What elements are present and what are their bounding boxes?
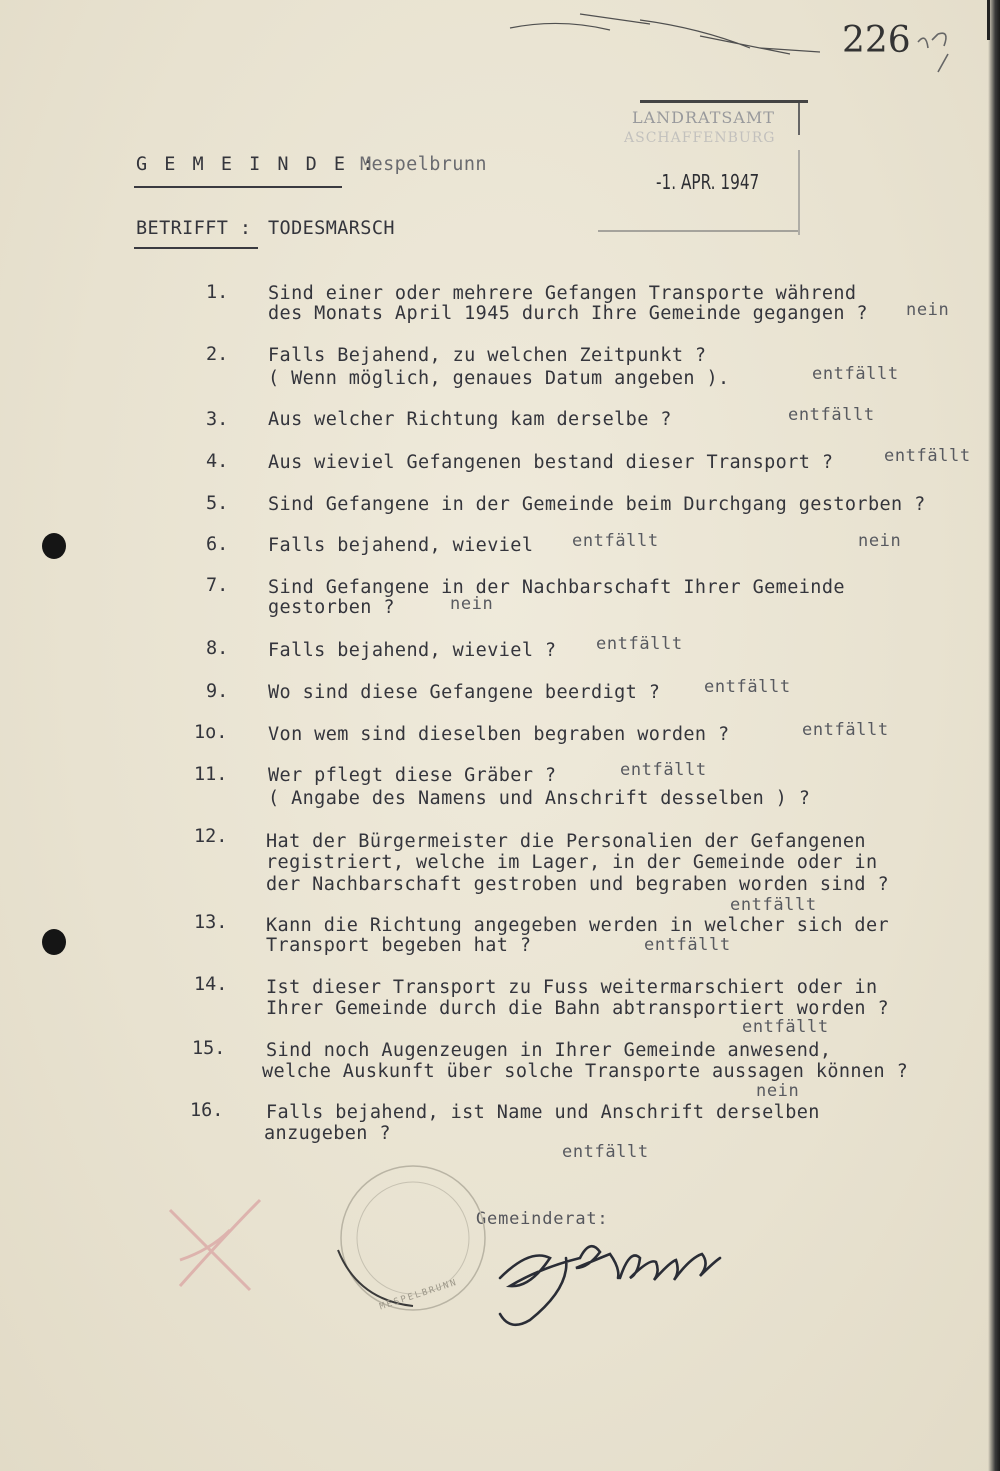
red-cross-mark — [160, 1190, 270, 1300]
question-text: des Monats April 1945 durch Ihre Gemeinde gegangen ? — [268, 303, 868, 324]
question-number: 1o. — [194, 722, 228, 743]
punch-hole — [42, 929, 66, 955]
question-text: Aus welcher Richtung kam derselbe ? — [268, 409, 672, 430]
question-text: Sind Gefangene in der Gemeinde beim Durchgang gestorben ? — [268, 494, 926, 515]
stamp-border — [640, 100, 808, 103]
question-number: 5. — [206, 493, 229, 514]
question-answer: nein — [756, 1081, 800, 1101]
question-answer: nein — [450, 594, 494, 614]
question-text: ( Wenn möglich, genaues Datum angeben ). — [268, 368, 730, 389]
question-answer: entfällt — [802, 720, 889, 740]
question-number: 2. — [206, 344, 229, 365]
question-number: 13. — [194, 912, 228, 933]
question-text: Sind noch Augenzeugen in Ihrer Gemeinde anwesend, — [266, 1040, 832, 1061]
question-text: Von wem sind dieselben begraben worden ? — [268, 724, 730, 745]
question-text: Falls Bejahend, zu welchen Zeitpunkt ? — [268, 345, 707, 366]
question-answer: entfällt — [884, 446, 971, 466]
question-answer: entfällt — [572, 531, 659, 551]
page-edge-mark — [987, 0, 990, 40]
page-number: 226 — [842, 20, 911, 61]
question-text: Sind Gefangene in der Nachbarschaft Ihrer Gemeinde — [268, 577, 845, 598]
question-number: 1. — [206, 282, 229, 303]
handwritten-signature — [470, 1228, 730, 1338]
question-text: anzugeben ? — [264, 1123, 391, 1144]
stamp-underline — [598, 230, 798, 232]
stamp-border-side — [798, 103, 800, 135]
question-answer: entfällt — [788, 405, 875, 425]
gemeinde-label: G E M E I N D E : — [136, 154, 377, 175]
question-number: 4. — [206, 451, 229, 472]
question-text: Wo sind diese Gefangene beerdigt ? — [268, 682, 661, 703]
punch-hole — [42, 533, 66, 559]
stamp-border-side-lower — [798, 150, 800, 235]
betrifft-label: BETRIFFT : — [136, 218, 252, 239]
question-text: Falls bejahend, wieviel ? — [268, 640, 557, 661]
question-number: 14. — [194, 974, 228, 995]
betrifft-value: TODESMARSCH — [268, 218, 395, 239]
question-text: Kann die Richtung angegeben werden in welcher sich der — [266, 915, 890, 936]
question-text: Falls bejahend, wieviel — [268, 535, 534, 556]
page-edge-shadow — [988, 0, 1000, 1471]
question-answer: entfällt — [730, 895, 817, 915]
signature-label: Gemeinderat: — [476, 1209, 609, 1229]
stamp-office-sub: ASCHAFFENBURG — [624, 130, 776, 146]
question-text: Falls bejahend, ist Name und Anschrift derselben — [266, 1102, 820, 1123]
question-number: 12. — [194, 826, 228, 847]
question-answer: entfällt — [812, 364, 899, 384]
question-text: Ihrer Gemeinde durch die Bahn abtransportiert worden ? — [266, 998, 890, 1019]
question-text: Wer pflegt diese Gräber ? — [268, 765, 557, 786]
question-text: ( Angabe des Namens und Anschrift desselben ) ? — [268, 788, 811, 809]
question-answer: nein — [906, 300, 950, 320]
question-text: Aus wieviel Gefangenen bestand dieser Transport ? — [268, 452, 834, 473]
question-answer: entfällt — [742, 1017, 829, 1037]
question-text: Transport begeben hat ? — [266, 935, 532, 956]
betrifft-underline — [134, 247, 258, 249]
question-text: der Nachbarschaft gestroben und begraben worden sind ? — [266, 874, 890, 895]
question-number: 11. — [194, 764, 228, 785]
question-number: 6. — [206, 534, 229, 555]
question-number: 8. — [206, 638, 229, 659]
question-text: registriert, welche im Lager, in der Gemeinde oder in — [266, 852, 878, 873]
question-text: Hat der Bürgermeister die Personalien der Gefangenen — [266, 831, 866, 852]
pencil-scribble — [500, 8, 820, 68]
seal-text: MESPELBRUNN — [378, 1277, 460, 1313]
question-answer: entfällt — [596, 634, 683, 654]
question-number: 15. — [192, 1038, 226, 1059]
question-number: 9. — [206, 681, 229, 702]
stamp-date: -1. APR. 1947 — [656, 170, 760, 194]
gemeinde-value: Mespelbrunn — [360, 154, 487, 175]
question-answer: entfällt — [562, 1142, 649, 1162]
question-answer-secondary: nein — [858, 531, 902, 551]
question-number: 3. — [206, 409, 229, 430]
stamp-office: LANDRATSAMT — [632, 108, 775, 127]
question-answer: entfällt — [704, 677, 791, 697]
question-text: Ist dieser Transport zu Fuss weitermarschiert oder in — [266, 977, 878, 998]
question-text: welche Auskunft über solche Transporte aussagen können ? — [262, 1061, 909, 1082]
page-number-annotation — [912, 26, 960, 80]
gemeinde-underline — [134, 186, 342, 188]
question-number: 16. — [190, 1100, 224, 1121]
question-text: Sind einer oder mehrere Gefangen Transporte während — [268, 283, 857, 304]
question-answer: entfällt — [644, 935, 731, 955]
question-text: gestorben ? — [268, 597, 395, 618]
question-number: 7. — [206, 575, 229, 596]
question-answer: entfällt — [620, 760, 707, 780]
